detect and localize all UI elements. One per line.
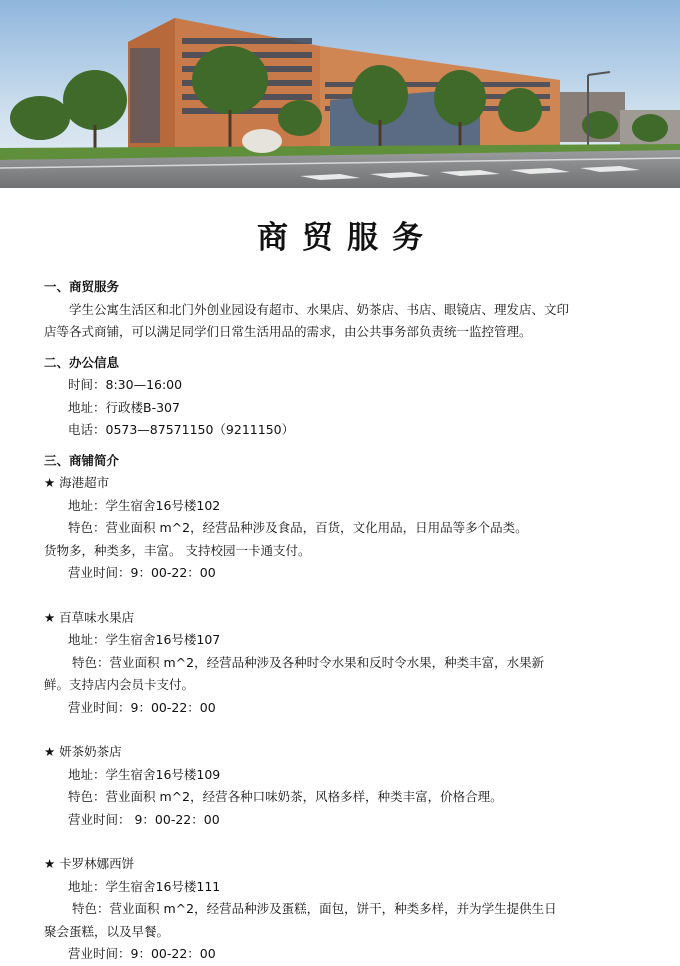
shop-entry	[44, 853, 644, 966]
shop-hours: 营业时间：9：00-22：00	[68, 565, 216, 580]
shop-name: ★ 妍茶奶茶店	[44, 744, 122, 759]
section-trade-services	[44, 276, 644, 344]
shop-feature-cont: 聚会蛋糕，以及早餐。	[44, 923, 170, 939]
shop-feature: 特色：营业面积 m^2，经营品种涉及各种时令水果和反时令水果，种类丰富，水果新	[72, 654, 545, 670]
shop-hours: 营业时间：9：00-22：00	[68, 699, 216, 715]
shop-entry	[44, 472, 644, 585]
shop-feature-cont: 鲜。支持店内会员卡支付。	[44, 677, 195, 692]
shop-hours: 营业时间：9：00-22：00	[68, 946, 216, 961]
section-heading: 一、商贸服务	[44, 279, 120, 294]
shop-feature: 特色：营业面积 m^2，经营各种口味奶茶，风格多样，种类丰富，价格合理。	[68, 789, 503, 804]
shop-entry	[44, 741, 644, 831]
shop-address: 地址：学生宿舍16号楼107	[68, 632, 221, 647]
shop-feature: 特色：营业面积 m^2，经营品种涉及蛋糕，面包，饼干，种类多样，并为学生提供生日	[72, 901, 557, 916]
page-title: 商贸服务	[257, 220, 437, 256]
shop-feature-cont: 货物多，种类多，丰富。 支持校园一卡通支付。	[44, 542, 311, 558]
office-time: 时间：8:30—16:00	[68, 377, 183, 392]
shop-name: ★ 百草味水果店	[44, 609, 135, 625]
paragraph-line: 店等各式商铺，可以满足同学们日常生活用品的需求，由公共事务部负责统一监控管理。	[44, 324, 532, 339]
section-heading: 三、商铺简介	[44, 452, 120, 468]
shop-address: 地址：学生宿舍16号楼109	[68, 766, 221, 782]
shop-address: 地址：学生宿舍16号楼102	[68, 497, 221, 513]
section-heading: 二、办公信息	[44, 354, 120, 370]
document-body	[44, 276, 644, 966]
shop-name: ★ 卡罗林娜西饼	[44, 856, 135, 871]
section-office-info	[44, 352, 644, 442]
paragraph-line: 学生公寓生活区和北门外创业园设有超市、水果店、奶茶店、书店、眼镜店、理发店、文印	[69, 301, 570, 317]
office-address: 地址：行政楼B-307	[68, 399, 180, 415]
shop-entry	[44, 607, 644, 720]
section-shop-intro	[44, 450, 644, 966]
shop-name: ★ 海港超市	[44, 475, 110, 490]
office-phone: 电话：0573—87571150（9211150）	[68, 422, 295, 437]
campus-building-photo	[0, 0, 680, 188]
shop-address: 地址：学生宿舍16号楼111	[68, 878, 221, 894]
shop-feature: 特色：营业面积 m^2，经营品种涉及食品，百货，文化用品，日用品等多个品类。	[68, 520, 528, 535]
shop-hours: 营业时间： 9：00-22：00	[68, 811, 220, 827]
